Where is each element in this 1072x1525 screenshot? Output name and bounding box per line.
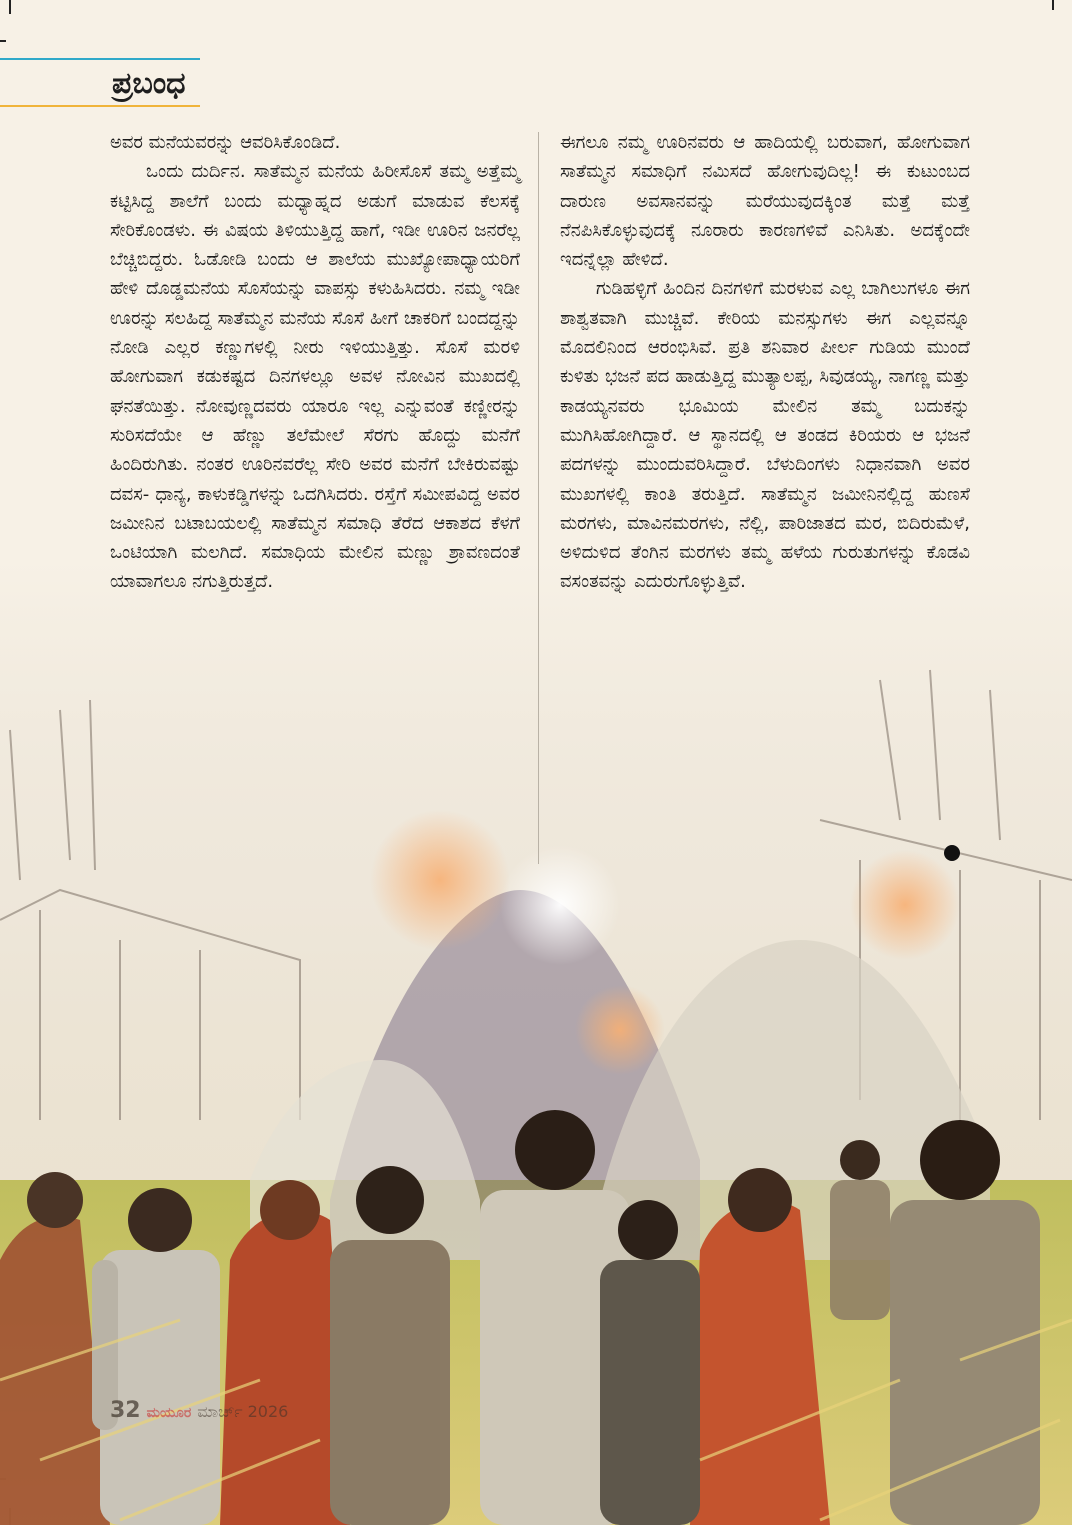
issue-date: ಮಾರ್ಚ್ 2026 <box>197 1402 289 1421</box>
article-paragraph: ಗುಡಿಹಳ್ಳಿಗೆ ಹಿಂದಿನ ದಿನಗಳಿಗೆ ಮರಳುವ ಎಲ್ಲ ಬಾಗಿಲುಗಳೂ ಈಗ ಶಾಶ್ವತವಾಗಿ ಮುಚ್ಚಿವೆ. ಕೇರಿಯ ಮನಸ್ಸುಗಳು ಈಗ ಎಲ್ಲವನ್ನೂ ಮೊದಲಿನಿಂದ ಆರಂಭಿಸಿವೆ. ಪ್ರತಿ ಶನಿವಾರ ಪೀರ್ಲ ಗುಡಿಯ ಮುಂದೆ ಕುಳಿತು ಭಜನೆ ಪದ ಹಾಡುತ್ತಿದ್ದ ಮುತ್ಯಾಲಪ್ಪ, ಸಿವುಡಯ್ಯ, ನಾಗಣ್ಣ ಮತ್ತು ಕಾಡಯ್ಯನವರು ಭೂಮಿಯ ಮೇಲಿನ ತಮ್ಮ ಬದುಕನ್ನು ಮುಗಿಸಿಹೋಗಿದ್ದಾರೆ. ಆ ಸ್ಥಾನದಲ್ಲಿ ಆ ತಂಡದ ಕಿರಿಯರು ಆ ಭಜನೆ ಪದಗಳನ್ನು ಮುಂದುವರಿಸಿದ್ದಾರೆ. ಬೆಳುದಿಂಗಳು ನಿಧಾನವಾಗಿ ಅವರ ಮುಖಗಳಲ್ಲಿ ಕಾಂತಿ ತರುತ್ತಿದೆ. ಸಾತೆಮ್ಮನ ಜಮೀನಿನಲ್ಲಿದ್ದ ಹುಣಸೆ ಮರಗಳು, ಮಾವಿನಮರಗಳು, ನೆಲ್ಲಿ, ಪಾರಿಜಾತದ ಮರ, ಬಿದಿರುಮೆಳೆ, ಅಳಿದುಳಿದ ತೆಂಗಿನ ಮರಗಳು ತಮ್ಮ ಹಳೆಯ ಗುರುತುಗಳನ್ನು ಕೊಡವಿ ವಸಂತವನ್ನು ಎದುರುಗೊಳ್ಳುತ್ತಿವೆ. <box>560 278 970 593</box>
crop-mark-top-right <box>1052 0 1054 10</box>
magazine-name: ಮಯೂರ <box>146 1405 192 1421</box>
section-rule-top <box>0 58 200 60</box>
page-number: 32 <box>110 1398 141 1423</box>
article-column-left <box>110 128 520 868</box>
column-divider <box>538 132 539 864</box>
section-title: ಪ್ರಬಂಧ <box>112 66 186 101</box>
article-body <box>110 128 970 868</box>
crop-mark-top-left <box>9 0 11 14</box>
section-rule-bottom <box>0 105 200 107</box>
crop-mark-left-upper <box>0 40 6 42</box>
page-footer <box>110 1398 288 1423</box>
article-paragraph: ಈಗಲೂ ನಮ್ಮ ಊರಿನವರು ಆ ಹಾದಿಯಲ್ಲಿ ಬರುವಾಗ, ಹೋಗುವಾಗ ಸಾತೆಮ್ಮನ ಸಮಾಧಿಗೆ ನಮಿಸದೆ ಹೋಗುವುದಿಲ್ಲ! ಈ ಕುಟುಂಬದ ದಾರುಣ ಅವಸಾನವನ್ನು ಮರೆಯುವುದಕ್ಕಿಂತ ಮತ್ತೆ ಮತ್ತೆ ನೆನಪಿಸಿಕೊಳ್ಳುವುದಕ್ಕೆ ನೂರಾರು ಕಾರಣಗಳಿವೆ ಎನಿಸಿತು. ಅದಕ್ಕೆಂದೇ ಇದನ್ನೆಲ್ಲಾ ಹೇಳಿದೆ. <box>560 132 970 271</box>
article-paragraph: ಅವರ ಮನೆಯವರನ್ನು ಆವರಿಸಿಕೊಂಡಿದೆ. <box>110 132 341 153</box>
article-column-right <box>560 128 970 868</box>
article-end-mark-icon <box>944 845 960 861</box>
article-paragraph: ಒಂದು ದುರ್ದಿನ. ಸಾತೆಮ್ಮನ ಮನೆಯ ಹಿರೀಸೊಸೆ ತಮ್ಮ ಅತ್ತೆಮ್ಮ ಕಟ್ಟಿಸಿದ್ದ ಶಾಲೆಗೆ ಬಂದು ಮಧ್ಯಾಹ್ನದ ಅಡುಗೆ ಮಾಡುವ ಕೆಲಸಕ್ಕೆ ಸೇರಿಕೊಂಡಳು. ಈ ವಿಷಯ ತಿಳಿಯುತ್ತಿದ್ದ ಹಾಗೆ, ಇಡೀ ಊರಿನ ಜನರೆಲ್ಲ ಬೆಚ್ಚಿಬಿದ್ದರು. ಓಡೋಡಿ ಬಂದು ಆ ಶಾಲೆಯ ಮುಖ್ಯೋಪಾಧ್ಯಾಯರಿಗೆ ಹೇಳಿ ದೊಡ್ಡಮನೆಯ ಸೊಸೆಯನ್ನು ವಾಪಸ್ಸು ಕಳುಹಿಸಿದರು. ನಮ್ಮ ಇಡೀ ಊರನ್ನು ಸಲಹಿದ್ದ ಸಾತೆಮ್ಮನ ಮನೆಯ ಸೊಸೆ ಹೀಗೆ ಚಾಕರಿಗೆ ಬಂದದ್ದನ್ನು ನೋಡಿ ಎಲ್ಲರ ಕಣ್ಣುಗಳಲ್ಲಿ ನೀರು ಇಳಿಯುತ್ತಿತ್ತು. ಸೊಸೆ ಮರಳಿ ಹೋಗುವಾಗ ಕಡುಕಷ್ಟದ ದಿನಗಳಲ್ಲೂ ಅವಳ ನೋವಿನ ಮುಖದಲ್ಲಿ ಘನತೆಯಿತ್ತು. ನೋವುಣ್ಣದವರು ಯಾರೂ ಇಲ್ಲ ಎನ್ನುವಂತೆ ಕಣ್ಣೀರನ್ನು ಸುರಿಸದೆಯೇ ಆ ಹೆಣ್ಣು ತಲೆಮೇಲೆ ಸೆರಗು ಹೊದ್ದು ಮನೆಗೆ ಹಿಂದಿರುಗಿತು. ನಂತರ ಊರಿನವರೆಲ್ಲ ಸೇರಿ ಅವರ ಮನೆಗೆ ಬೇಕಿರುವಷ್ಟು ದವಸ- ಧಾನ್ಯ, ಕಾಳುಕಡ್ಡಿಗಳನ್ನು ಒದಗಿಸಿದರು. ರಸ್ತೆಗೆ ಸಮೀಪವಿದ್ದ ಅವರ ಜಮೀನಿನ ಬಟಾಬಯಲಲ್ಲಿ ಸಾತೆಮ್ಮನ ಸಮಾಧಿ ತೆರೆದ ಆಕಾಶದ ಕೆಳಗೆ ಒಂಟಿಯಾಗಿ ಮಲಗಿದೆ. ಸಮಾಧಿಯ ಮೇಲಿನ ಮಣ್ಣು ಶ್ರಾವಣದಂತೆ ಯಾವಾಗಲೂ ನಗುತ್ತಿರುತ್ತದೆ. <box>110 161 520 593</box>
